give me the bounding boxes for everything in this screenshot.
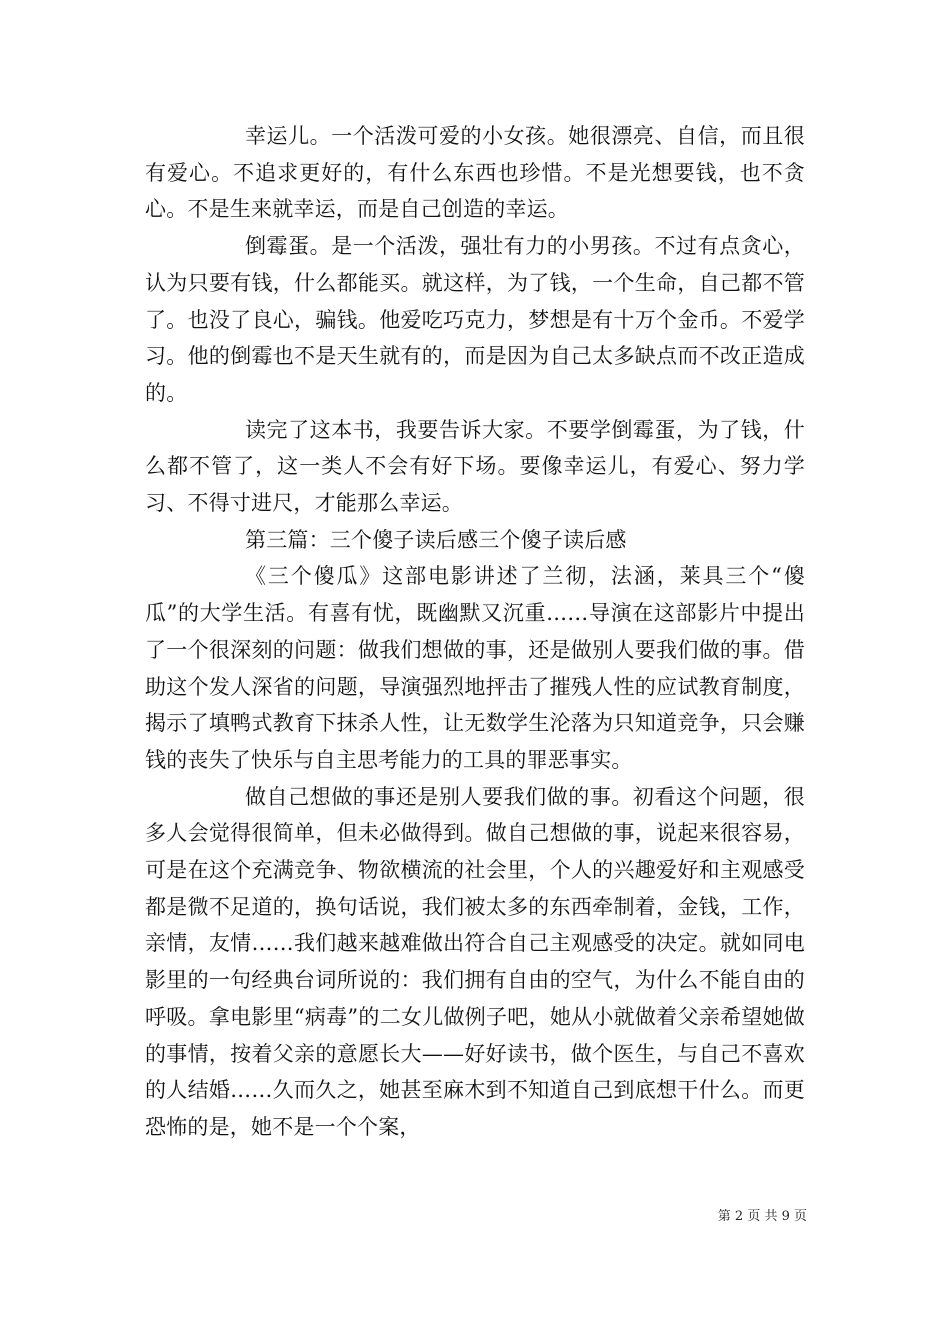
paragraph-conclusion: 读完了这本书，我要告诉大家。不要学倒霉蛋，为了钱，什么都不管了，这一类人不会有好下场。要像幸运儿，有爱心、努力学习、不得寸进尺，才能那么幸运。 xyxy=(145,417,805,516)
paragraph-unlucky-child: 倒霉蛋。是一个活泼，强壮有力的小男孩。不过有点贪心，认为只要有钱，什么都能买。就这样，为了钱，一个生命，自己都不管了。也没了良心，骗钱。他爱吃巧克力，梦想是有十万个金币。不爱学习。他的倒霉也不是天生就有的，而是因为自己太多缺点而不改正造成的。 xyxy=(145,234,805,405)
page-number-footer: 第 2 页 共 9 页 xyxy=(717,1209,807,1224)
document-body xyxy=(145,118,805,1146)
paragraph-film-intro: 《三个傻瓜》这部电影讲述了兰彻，法涵，莱具三个“傻瓜”的大学生活。有喜有忧，既幽默又沉重……导演在这部影片中提出了一个很深刻的问题：做我们想做的事，还是做别人要我们做的事。借助这个发人深省的问题，导演强烈地抨击了摧残人性的应试教育制度，揭示了填鸭式教育下抹杀人性，让无数学生沦落为只知道竞争，只会赚钱的丧失了快乐与自主思考能力的工具的罪恶事实。 xyxy=(145,564,805,772)
paragraph-film-discussion: 做自己想做的事还是别人要我们做的事。初看这个问题，很多人会觉得很简单，但未必做得到。做自己想做的事，说起来很容易，可是在这个充满竞争、物欲横流的社会里，个人的兴趣爱好和主观感受都是微不足道的，换句话说，我们被太多的东西牵制着，金钱，工作，亲情，友情……我们越来越难做出符合自己主观感受的决定。就如同电影里的一句经典台词所说的：我们拥有自由的空气，为什么不能自由的呼吸。拿电影里“病毒”的二女儿做例子吧，她从小就做着父亲希望她做的事情，按着父亲的意愿长大——好好读书，做个医生，与自己不喜欢的人结婚……久而久之，她甚至麻木到不知道自己到底想干什么。而更恐怖的是，她不是一个个案， xyxy=(145,784,805,1139)
section-heading: 第三篇：三个傻子读后感三个傻子读后感 xyxy=(245,527,627,552)
paragraph-lucky-child: 幸运儿。一个活泼可爱的小女孩。她很漂亮、自信，而且很有爱心。不追求更好的，有什么东西也珍惜。不是光想要钱，也不贪心。不是生来就幸运，而是自己创造的幸运。 xyxy=(145,124,805,222)
